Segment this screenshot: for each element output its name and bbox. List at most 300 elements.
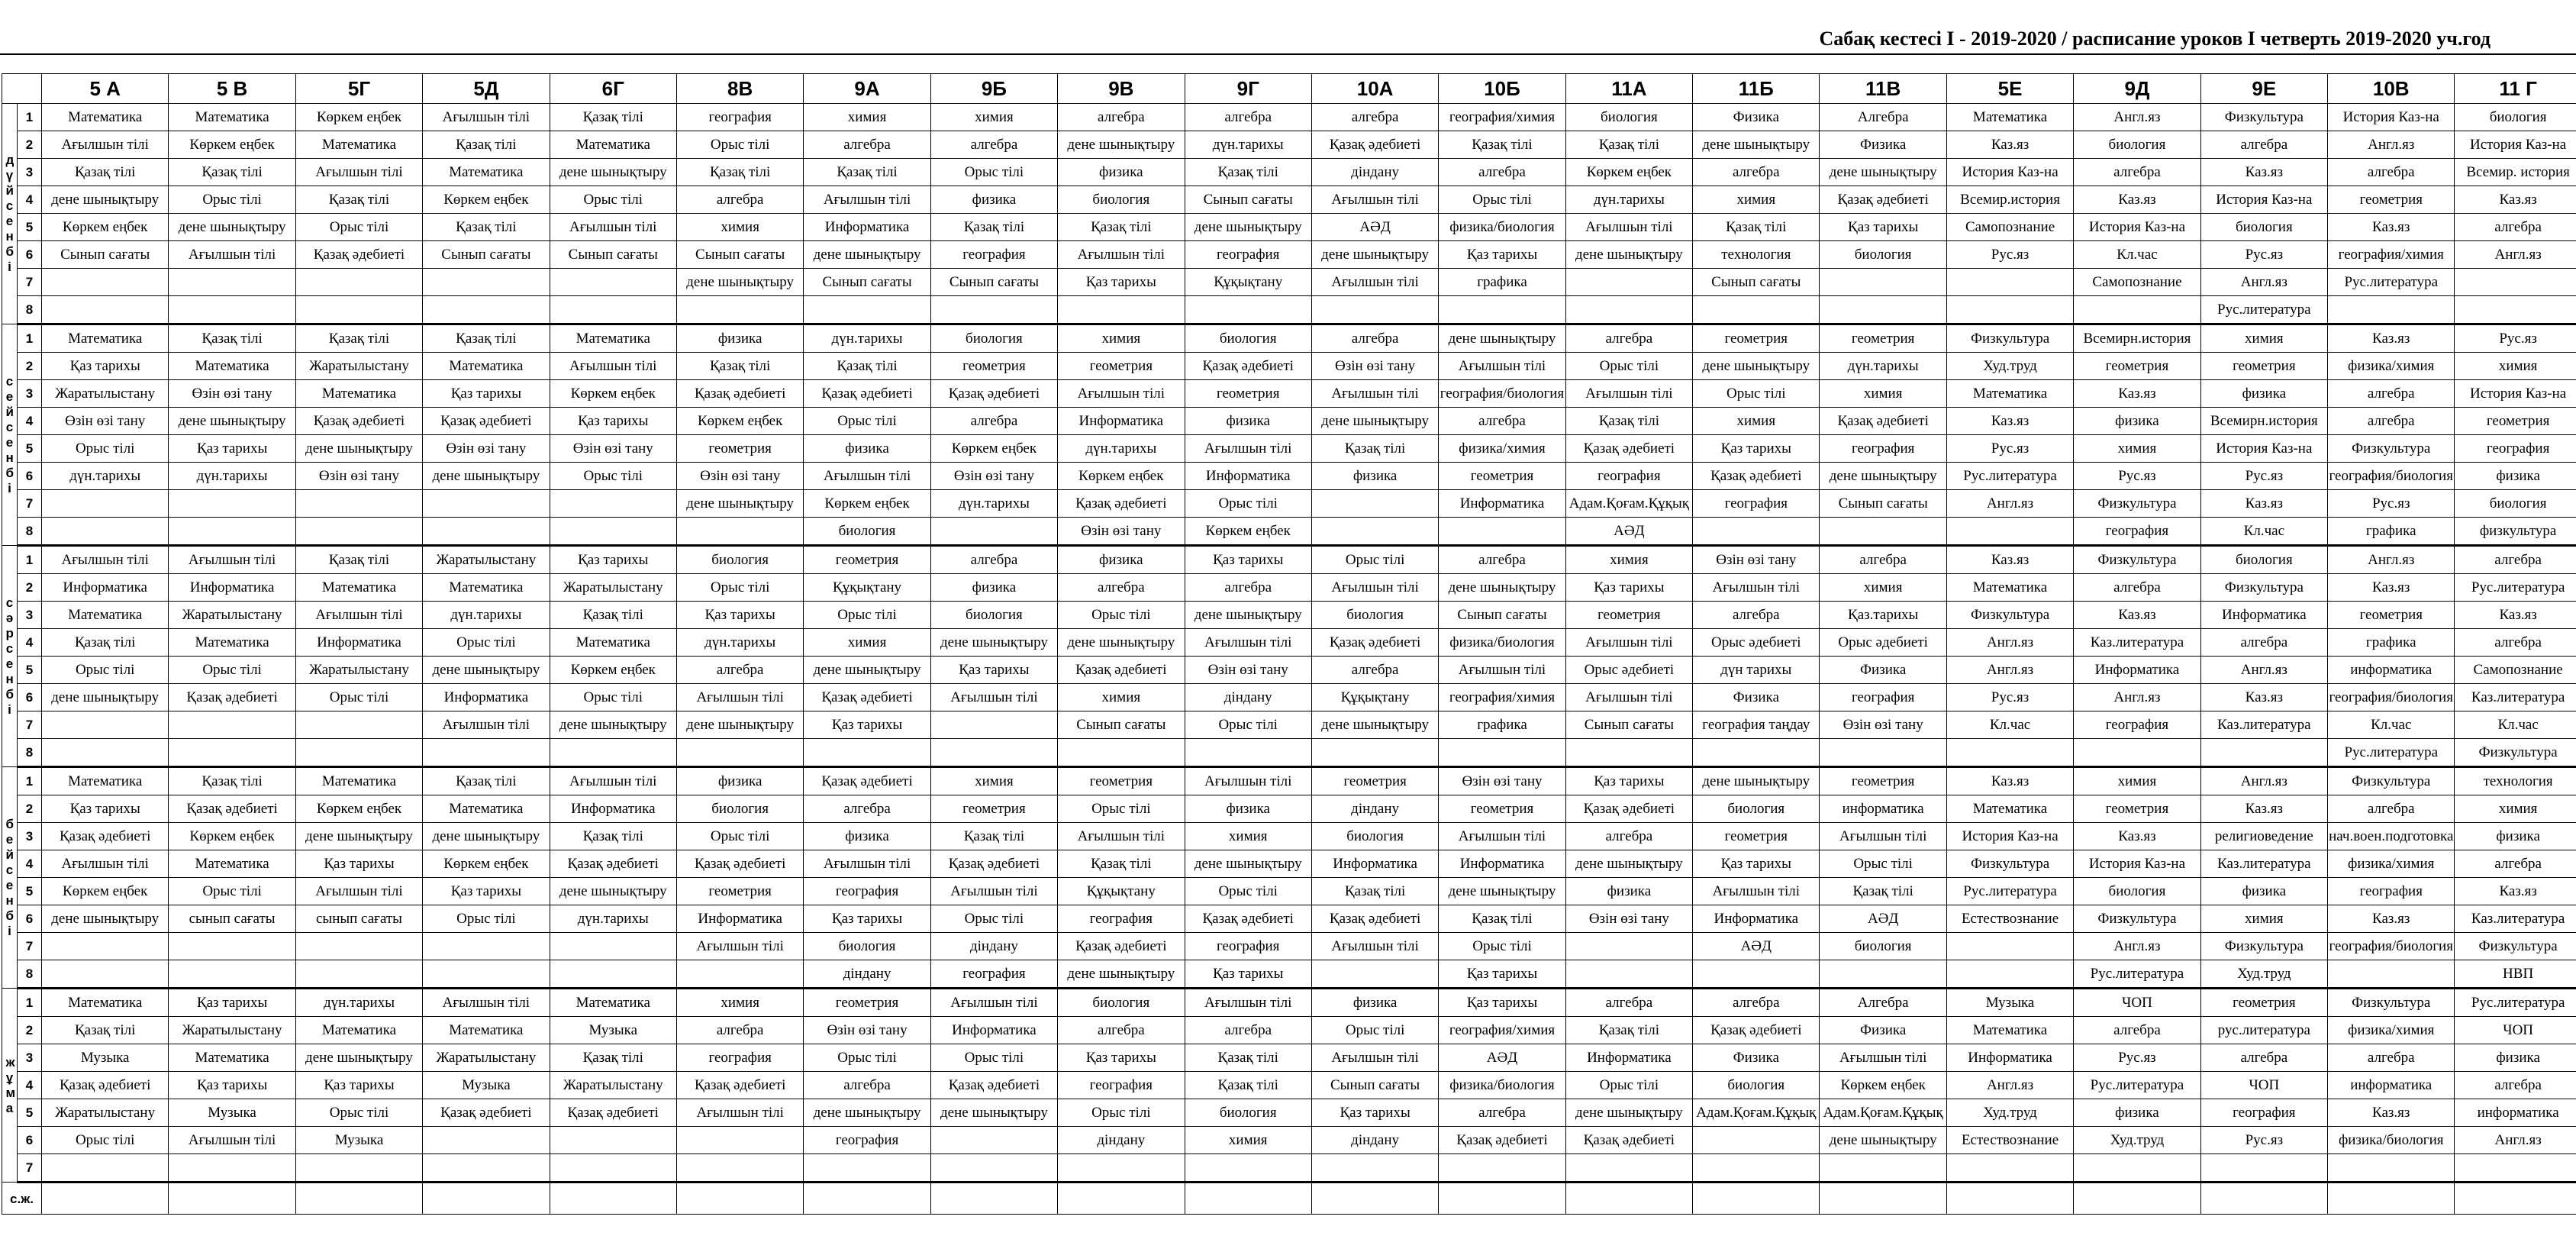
lesson-cell: Қаз тарихы <box>1439 989 1565 1017</box>
lesson-cell: биология <box>676 546 803 574</box>
lesson-row <box>2 767 2576 795</box>
lesson-cell: геометрия <box>1058 353 1185 380</box>
lesson-cell: география <box>930 241 1057 269</box>
lesson-cell: география <box>2328 878 2455 905</box>
lesson-cell: Қазақ әдебиеті <box>1565 435 1692 463</box>
lesson-cell <box>42 739 169 767</box>
lesson-cell: дүн.тарихы <box>1058 435 1185 463</box>
lesson-cell: дене шынықтыру <box>676 269 803 296</box>
lesson-cell <box>42 933 169 960</box>
lesson-cell: биология <box>1185 1099 1311 1127</box>
lesson-cell: Всемир.история <box>1946 186 2073 214</box>
lesson-cell: Қаз тарихы <box>169 1072 295 1099</box>
lesson-cell: нач.воен.подготовка <box>2328 823 2455 850</box>
lesson-cell: Каз.яз <box>1946 131 2073 159</box>
lesson-cell: Өзін өзі тану <box>676 463 803 490</box>
lesson-cell: химия <box>2074 767 2200 795</box>
lesson-cell: Қазақ тілі <box>42 629 169 657</box>
lesson-cell: История Каз-на <box>2328 104 2455 131</box>
lesson-cell: география <box>1185 241 1311 269</box>
lesson-cell: Физкультура <box>2328 989 2455 1017</box>
lesson-cell: физкультура <box>2455 518 2576 546</box>
lesson-cell: Көркем еңбек <box>1185 518 1311 546</box>
lesson-cell <box>676 1127 803 1154</box>
lesson-cell: Ағылшын тілі <box>1311 933 1438 960</box>
lesson-number: 4 <box>18 1072 42 1099</box>
lesson-cell: Орыс тілі <box>676 823 803 850</box>
lesson-cell: дене шынықтыру <box>1565 241 1692 269</box>
lesson-cell: химия <box>1565 546 1692 574</box>
lesson-cell <box>1693 739 1820 767</box>
lesson-cell <box>42 296 169 324</box>
class-header: 9Е <box>2200 74 2327 104</box>
lesson-cell: алгебра <box>2328 795 2455 823</box>
lesson-cell: биология <box>2455 490 2576 518</box>
lesson-cell: Орыс тілі <box>1185 878 1311 905</box>
lesson-cell: дене шынықтыру <box>1311 241 1438 269</box>
lesson-cell: Қаз тарихы <box>550 546 676 574</box>
lesson-cell: Кл.час <box>1946 711 2073 739</box>
lesson-cell: Сынып сағаты <box>1185 186 1311 214</box>
lesson-row <box>2 657 2576 684</box>
lesson-cell: биология <box>1311 602 1438 629</box>
lesson-cell: Физкультура <box>2328 435 2455 463</box>
lesson-cell <box>804 1154 930 1183</box>
lesson-cell: Информатика <box>804 214 930 241</box>
lesson-cell: Орыс тілі <box>1311 546 1438 574</box>
lesson-cell: алгебра <box>2455 546 2576 574</box>
lesson-cell: Қазақ әдебиеті <box>676 850 803 878</box>
lesson-number: 1 <box>18 546 42 574</box>
lesson-cell <box>2455 269 2576 296</box>
lesson-cell: физика/химия <box>2328 353 2455 380</box>
lesson-cell: химия <box>2200 324 2327 353</box>
lesson-cell <box>295 933 422 960</box>
lesson-cell: дене шынықтыру <box>42 905 169 933</box>
lesson-cell: Көркем еңбек <box>423 186 550 214</box>
lesson-cell <box>676 296 803 324</box>
lesson-cell: дене шынықтыру <box>1185 214 1311 241</box>
lesson-cell <box>1946 1154 2073 1183</box>
lesson-number: 6 <box>18 905 42 933</box>
lesson-cell: Физкультура <box>2328 767 2455 795</box>
lesson-cell <box>1439 296 1565 324</box>
lesson-cell: дене шынықтыру <box>1820 159 1946 186</box>
lesson-cell: Көркем еңбек <box>930 435 1057 463</box>
lesson-cell: графика <box>1439 711 1565 739</box>
lesson-cell: Қазақ әдебиеті <box>930 1072 1057 1099</box>
lesson-cell: Қазақ тілі <box>550 823 676 850</box>
lesson-cell <box>1693 1127 1820 1154</box>
lesson-cell: Рус.яз <box>1946 684 2073 711</box>
lesson-cell <box>550 1154 676 1183</box>
lesson-number: 5 <box>18 1099 42 1127</box>
lesson-cell: география <box>1820 435 1946 463</box>
lesson-cell <box>1820 296 1946 324</box>
lesson-cell: Орыс тілі <box>550 186 676 214</box>
lesson-cell: Ағылшын тілі <box>1185 767 1311 795</box>
lesson-cell: Ағылшын тілі <box>804 463 930 490</box>
lesson-cell: Математика <box>42 104 169 131</box>
lesson-cell: Математика <box>169 1044 295 1072</box>
lesson-cell: Қаз тарихы <box>804 711 930 739</box>
lesson-cell: Физкультура <box>2200 574 2327 602</box>
lesson-cell: дене шынықтыру <box>1439 574 1565 602</box>
lesson-cell: Көркем еңбек <box>1565 159 1692 186</box>
lesson-cell: дене шынықтыру <box>169 408 295 435</box>
lesson-cell: дене шынықтыру <box>804 657 930 684</box>
lesson-cell: геометрия <box>1820 767 1946 795</box>
lesson-cell: алгебра <box>1439 408 1565 435</box>
lesson-cell: Қаз тарихы <box>1693 850 1820 878</box>
lesson-number: 1 <box>18 324 42 353</box>
lesson-cell: Ағылшын тілі <box>169 1127 295 1154</box>
lesson-row <box>2 602 2576 629</box>
class-header: 5Е <box>1946 74 2073 104</box>
lesson-cell: Қазақ тілі <box>42 159 169 186</box>
lesson-cell: Каз.яз <box>2074 823 2200 850</box>
lesson-cell: алгебра <box>930 408 1057 435</box>
lesson-cell: алгебра <box>1185 1017 1311 1044</box>
lesson-cell: Орыс әдебиеті <box>1693 629 1820 657</box>
lesson-cell: Өзін өзі тану <box>1185 657 1311 684</box>
lesson-cell <box>1439 518 1565 546</box>
lesson-cell: Математика <box>42 602 169 629</box>
lesson-cell: Рус.яз <box>2074 1044 2200 1072</box>
footer-cell <box>169 1183 295 1215</box>
footer-cell <box>1311 1183 1438 1215</box>
lesson-cell: химия <box>2455 353 2576 380</box>
lesson-number: 6 <box>18 241 42 269</box>
lesson-cell <box>169 739 295 767</box>
lesson-cell: физика <box>804 435 930 463</box>
lesson-cell: Жаратылыстану <box>42 1099 169 1127</box>
lesson-cell: Математика <box>423 353 550 380</box>
lesson-cell: физика <box>2455 823 2576 850</box>
lesson-cell <box>1946 960 2073 989</box>
lesson-number: 2 <box>18 574 42 602</box>
lesson-cell: дүн.тарихы <box>804 324 930 353</box>
lesson-cell: география <box>1058 1072 1185 1099</box>
lesson-cell: Қаз тарихы <box>1820 214 1946 241</box>
lesson-cell: геометрия <box>2455 408 2576 435</box>
lesson-row <box>2 186 2576 214</box>
lesson-cell: сынып сағаты <box>295 905 422 933</box>
lesson-cell: Физкультура <box>2455 933 2576 960</box>
lesson-cell: география/химия <box>1439 104 1565 131</box>
lesson-cell: Ағылшын тілі <box>676 684 803 711</box>
lesson-row <box>2 490 2576 518</box>
lesson-cell: алгебра <box>1820 546 1946 574</box>
lesson-cell <box>1820 518 1946 546</box>
lesson-cell: геометрия <box>676 435 803 463</box>
lesson-cell: Физика <box>1820 131 1946 159</box>
lesson-cell <box>169 490 295 518</box>
lesson-cell: биология <box>1820 933 1946 960</box>
lesson-cell: Ағылшын тілі <box>1820 823 1946 850</box>
lesson-cell: ЧОП <box>2200 1072 2327 1099</box>
lesson-cell: Ағылшын тілі <box>550 353 676 380</box>
lesson-cell: История Каз-на <box>1946 823 2073 850</box>
lesson-cell: Орыс тілі <box>1185 711 1311 739</box>
lesson-cell: Қазақ тілі <box>423 214 550 241</box>
lesson-cell: дене шынықтыру <box>550 159 676 186</box>
lesson-cell <box>1946 933 2073 960</box>
lesson-cell: Ағылшын тілі <box>423 989 550 1017</box>
lesson-number: 4 <box>18 408 42 435</box>
lesson-cell: алгебра <box>2074 574 2200 602</box>
lesson-cell: Математика <box>1946 795 2073 823</box>
lesson-cell: Ағылшын тілі <box>550 767 676 795</box>
lesson-cell: Құқықтану <box>1058 878 1185 905</box>
lesson-cell: Қаз тарихы <box>423 380 550 408</box>
lesson-cell: діндану <box>1311 1127 1438 1154</box>
lesson-cell: Қазақ әдебиеті <box>1439 1127 1565 1154</box>
lesson-cell: география <box>930 960 1057 989</box>
footer-cell <box>550 1183 676 1215</box>
lesson-cell: Музыка <box>42 1044 169 1072</box>
lesson-cell: Қаз тарихы <box>1693 435 1820 463</box>
lesson-cell: Математика <box>295 767 422 795</box>
lesson-cell: Қазақ тілі <box>550 1044 676 1072</box>
lesson-number: 7 <box>18 933 42 960</box>
lesson-cell: Физкультура <box>2074 546 2200 574</box>
lesson-cell: Англ.яз <box>2074 104 2200 131</box>
lesson-cell: діндану <box>1058 1127 1185 1154</box>
lesson-cell: химия <box>1058 684 1185 711</box>
lesson-cell <box>2455 296 2576 324</box>
lesson-cell: Сынып сағаты <box>1311 1072 1438 1099</box>
lesson-cell: Қазақ әдебиеті <box>1185 353 1311 380</box>
lesson-cell: Қазақ тілі <box>169 324 295 353</box>
lesson-cell: физика <box>1185 408 1311 435</box>
lesson-cell: Өзін өзі тану <box>1058 518 1185 546</box>
lesson-number: 3 <box>18 380 42 408</box>
lesson-cell: Орыс тілі <box>930 905 1057 933</box>
lesson-cell: Сынып сағаты <box>930 269 1057 296</box>
lesson-cell: Қазақ тілі <box>1058 850 1185 878</box>
lesson-cell: алгебра <box>1311 104 1438 131</box>
lesson-cell: Ағылшын тілі <box>295 602 422 629</box>
lesson-cell <box>423 739 550 767</box>
lesson-cell: Каз.яз <box>2074 380 2200 408</box>
lesson-cell: алгебра <box>804 1072 930 1099</box>
lesson-cell: алгебра <box>2455 214 2576 241</box>
timetable <box>2 73 2576 1215</box>
lesson-cell <box>676 960 803 989</box>
lesson-cell: Сынып сағаты <box>1439 602 1565 629</box>
lesson-row <box>2 104 2576 131</box>
lesson-cell <box>930 518 1057 546</box>
lesson-cell: физика <box>930 186 1057 214</box>
lesson-cell <box>550 269 676 296</box>
footer-cell <box>1185 1183 1311 1215</box>
lesson-cell: Көркем еңбек <box>676 408 803 435</box>
lesson-cell <box>550 739 676 767</box>
lesson-cell: Информатика <box>1946 1044 2073 1072</box>
class-header: 11 Г <box>2455 74 2576 104</box>
lesson-cell: Қазақ тілі <box>42 1017 169 1044</box>
lesson-cell: Ағылшын тілі <box>1311 269 1438 296</box>
lesson-cell <box>1693 296 1820 324</box>
lesson-cell <box>169 711 295 739</box>
lesson-cell: діндану <box>930 933 1057 960</box>
lesson-cell: геометрия <box>804 989 930 1017</box>
lesson-cell: История Каз-на <box>2455 380 2576 408</box>
lesson-cell: алгебра <box>1185 104 1311 131</box>
lesson-row <box>2 1044 2576 1072</box>
lesson-cell <box>1185 1154 1311 1183</box>
lesson-cell <box>2200 739 2327 767</box>
lesson-number: 3 <box>18 159 42 186</box>
lesson-cell <box>1820 739 1946 767</box>
lesson-cell: Всемирн.история <box>2074 324 2200 353</box>
lesson-cell <box>42 490 169 518</box>
lesson-cell: Орыс тілі <box>423 905 550 933</box>
lesson-number: 1 <box>18 767 42 795</box>
lesson-row <box>2 131 2576 159</box>
lesson-cell: НВП <box>2455 960 2576 989</box>
lesson-cell: Информатика <box>1439 850 1565 878</box>
lesson-cell: Информатика <box>295 629 422 657</box>
lesson-cell: алгебра <box>1565 989 1692 1017</box>
lesson-cell: Ағылшын тілі <box>930 878 1057 905</box>
lesson-cell: Көркем еңбек <box>295 104 422 131</box>
lesson-cell: Математика <box>1946 574 2073 602</box>
lesson-cell: Қазақ тілі <box>423 131 550 159</box>
lesson-cell: география <box>804 1127 930 1154</box>
lesson-cell: геометрия <box>930 795 1057 823</box>
lesson-cell: Кл.час <box>2074 241 2200 269</box>
lesson-cell: Каз.яз <box>2074 602 2200 629</box>
lesson-cell: география <box>804 878 930 905</box>
lesson-cell <box>423 296 550 324</box>
lesson-cell: Математика <box>169 353 295 380</box>
lesson-cell: география <box>1820 684 1946 711</box>
lesson-cell: Қазақ әдебиеті <box>804 767 930 795</box>
lesson-cell <box>1946 269 2073 296</box>
lesson-cell: география <box>1565 463 1692 490</box>
lesson-cell: Математика <box>169 104 295 131</box>
lesson-cell: Қазақ әдебиеті <box>1693 463 1820 490</box>
lesson-cell: АӘД <box>1820 905 1946 933</box>
lesson-cell: Физкультура <box>2074 490 2200 518</box>
lesson-cell: алгебра <box>2074 159 2200 186</box>
lesson-cell: геометрия <box>2074 353 2200 380</box>
lesson-cell: Қазақ тілі <box>804 353 930 380</box>
lesson-cell: дене шынықтыру <box>1565 850 1692 878</box>
lesson-cell: география <box>1185 933 1311 960</box>
lesson-cell: химия <box>676 214 803 241</box>
lesson-cell: Көркем еңбек <box>1058 463 1185 490</box>
lesson-cell <box>1311 490 1438 518</box>
lesson-cell: Қаз тарихы <box>423 878 550 905</box>
lesson-cell: Рус.литература <box>2328 739 2455 767</box>
lesson-cell: Рус.литература <box>2074 1072 2200 1099</box>
lesson-cell: Рус.литература <box>2074 960 2200 989</box>
lesson-cell: биология <box>1311 823 1438 850</box>
lesson-cell: физика <box>2074 408 2200 435</box>
lesson-cell: Қазақ тілі <box>676 353 803 380</box>
footer-cell <box>1439 1183 1565 1215</box>
lesson-cell: Көркем еңбек <box>550 380 676 408</box>
lesson-cell: Каз.яз <box>2200 684 2327 711</box>
lesson-cell: Жаратылыстану <box>169 1017 295 1044</box>
lesson-cell <box>423 490 550 518</box>
lesson-cell: Көркем еңбек <box>42 214 169 241</box>
lesson-cell: Қазақ тілі <box>423 767 550 795</box>
lesson-cell: Информатика <box>1185 463 1311 490</box>
lesson-cell: алгебра <box>1693 159 1820 186</box>
lesson-cell: История Каз-на <box>2455 131 2576 159</box>
lesson-cell <box>676 739 803 767</box>
lesson-cell: Жаратылыстану <box>423 546 550 574</box>
lesson-cell: физика <box>1565 878 1692 905</box>
lesson-cell: география <box>676 1044 803 1072</box>
lesson-cell: Өзін өзі тану <box>42 408 169 435</box>
footer-cell <box>1058 1183 1185 1215</box>
lesson-cell <box>676 1154 803 1183</box>
lesson-cell: физика <box>2074 1099 2200 1127</box>
class-header: 11Б <box>1693 74 1820 104</box>
lesson-number: 3 <box>18 823 42 850</box>
lesson-number: 6 <box>18 1127 42 1154</box>
lesson-cell: Қазақ тілі <box>676 159 803 186</box>
lesson-cell: физика/биология <box>1439 629 1565 657</box>
footer-label: с.ж. <box>2 1183 42 1215</box>
lesson-cell: Кл.час <box>2200 518 2327 546</box>
lesson-cell: Қазақ әдебиеті <box>804 380 930 408</box>
lesson-cell: Ағылшын тілі <box>1565 629 1692 657</box>
lesson-cell <box>423 518 550 546</box>
lesson-cell: Каз.яз <box>2200 490 2327 518</box>
lesson-cell: география <box>676 104 803 131</box>
lesson-cell: алгебра <box>1439 546 1565 574</box>
lesson-cell: физика <box>676 767 803 795</box>
lesson-cell: Сынып сағаты <box>1693 269 1820 296</box>
lesson-cell <box>1439 1154 1565 1183</box>
lesson-cell: Музыка <box>169 1099 295 1127</box>
lesson-cell: Математика <box>423 574 550 602</box>
lesson-cell <box>1693 518 1820 546</box>
lesson-cell: Қаз тарихы <box>930 657 1057 684</box>
lesson-row <box>2 905 2576 933</box>
lesson-cell: дене шынықтыру <box>423 463 550 490</box>
footer-cell <box>930 1183 1057 1215</box>
lesson-cell: дүн тарихы <box>1693 657 1820 684</box>
lesson-cell: дене шынықтыру <box>676 490 803 518</box>
lesson-cell: Қазақ әдебиеті <box>1311 905 1438 933</box>
lesson-cell: биология <box>2200 546 2327 574</box>
lesson-cell: Орыс тілі <box>1439 933 1565 960</box>
lesson-cell: Жаратылыстану <box>169 602 295 629</box>
lesson-cell: Алгебра <box>1820 989 1946 1017</box>
lesson-cell <box>1185 739 1311 767</box>
lesson-cell: Рус.литература <box>2200 296 2327 324</box>
lesson-cell: Физика <box>1693 104 1820 131</box>
lesson-cell: графика <box>1439 269 1565 296</box>
lesson-cell: Қазақ тілі <box>1311 435 1438 463</box>
class-header: 9Б <box>930 74 1057 104</box>
lesson-cell: АӘД <box>1439 1044 1565 1072</box>
lesson-cell: алгебра <box>1058 104 1185 131</box>
lesson-cell: Англ.яз <box>2074 684 2200 711</box>
lesson-cell: Каз.яз <box>2455 878 2576 905</box>
lesson-cell: Қазақ әдебиеті <box>423 408 550 435</box>
lesson-cell: Кл.час <box>2328 711 2455 739</box>
lesson-cell: Орыс тілі <box>676 131 803 159</box>
lesson-number: 4 <box>18 850 42 878</box>
